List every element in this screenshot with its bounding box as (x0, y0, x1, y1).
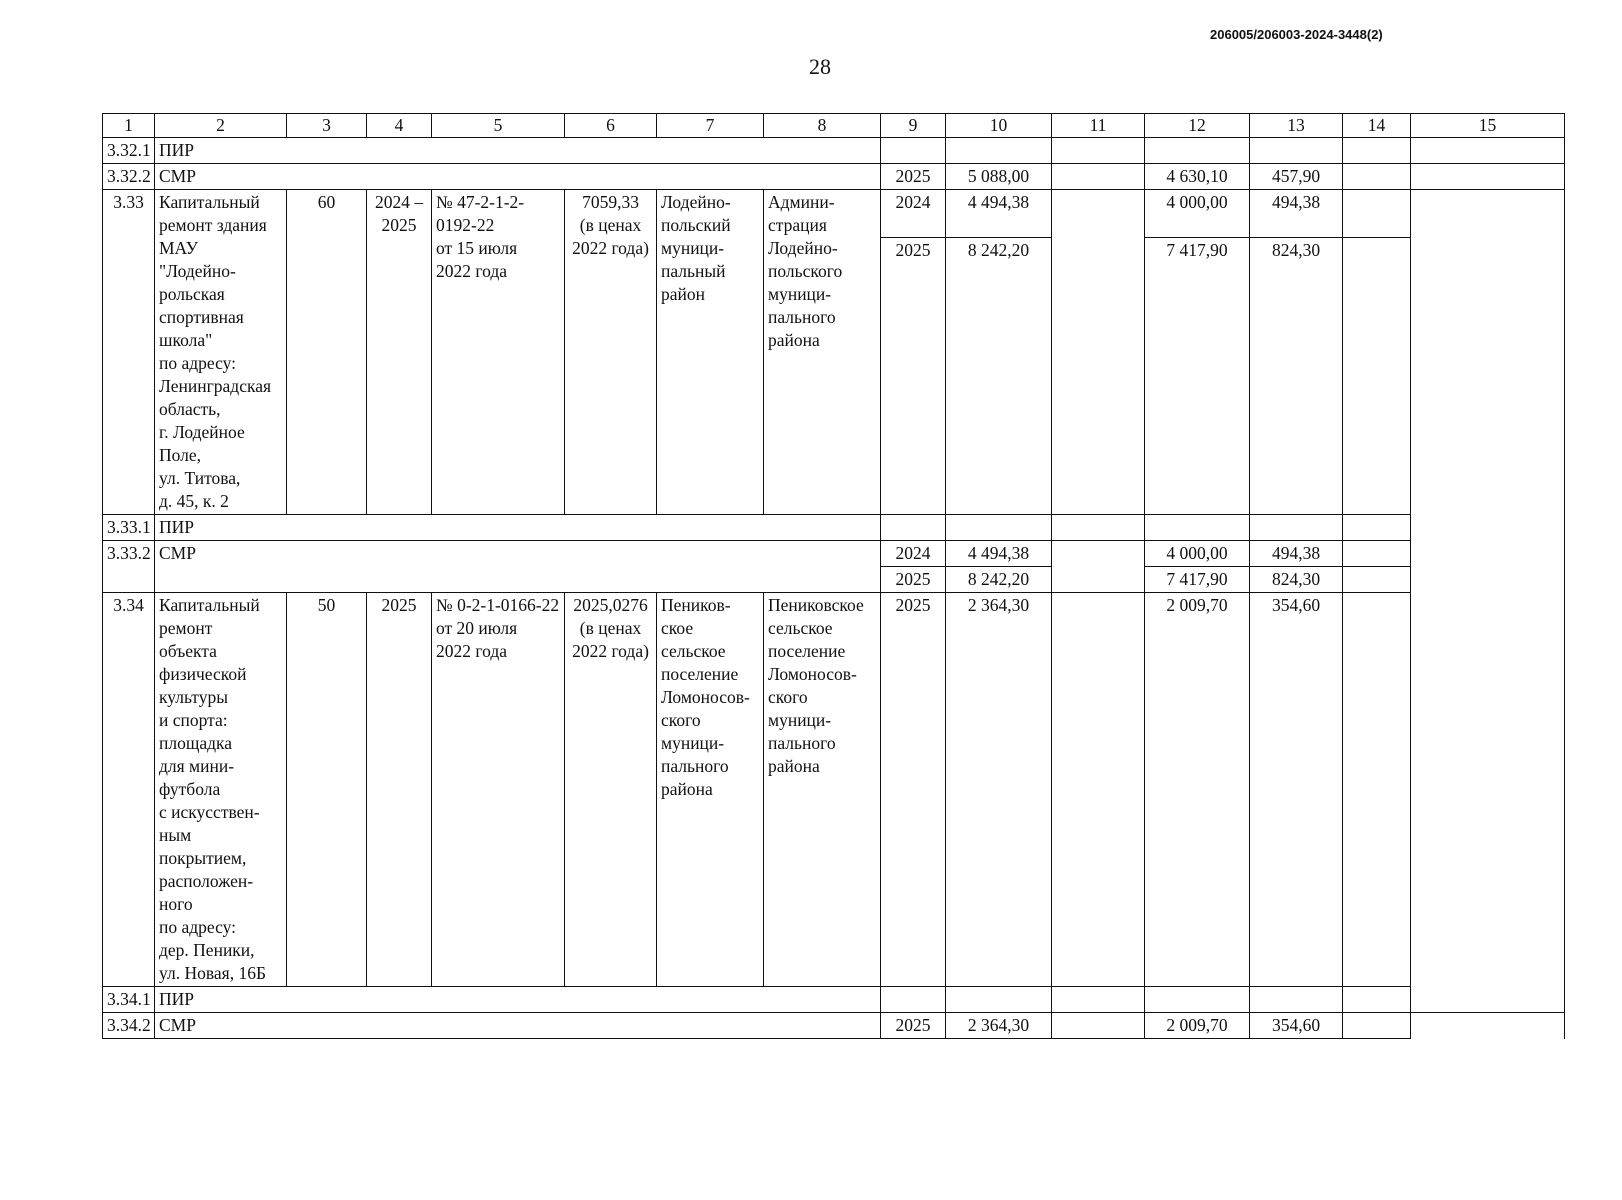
total-cell: 2 364,30 (946, 1013, 1052, 1039)
table-row (103, 541, 1565, 567)
local-budget-cell: 354,60 (1250, 1013, 1343, 1039)
year-cell: 2025 (881, 164, 946, 190)
regional-budget-cell: 7 417,90 (1145, 567, 1250, 593)
col-header-8: 8 (764, 114, 881, 138)
local-budget-cell: 457,90 (1250, 164, 1343, 190)
year-cell: 2024 (881, 541, 946, 567)
row-label: ПИР (155, 987, 881, 1013)
year-cell: 2024 (881, 190, 946, 238)
col-header-13: 13 (1250, 114, 1343, 138)
row-code: 3.34.2 (103, 1013, 155, 1039)
period-cell: 2024 – 2025 (367, 190, 432, 515)
capacity-cell: 50 (287, 593, 367, 987)
col-header-2: 2 (155, 114, 287, 138)
col-header-15: 15 (1411, 114, 1565, 138)
customer-cell: Пениковское сельское поселение Ломоносов- ского муници- пального района (764, 593, 881, 987)
total-cell: 5 088,00 (946, 164, 1052, 190)
col-header-7: 7 (657, 114, 764, 138)
row-label: ПИР (155, 515, 881, 541)
col-header-12: 12 (1145, 114, 1250, 138)
row-code: 3.32.2 (103, 164, 155, 190)
year-cell: 2025 (881, 1013, 946, 1039)
total-cell: 8 242,20 (946, 567, 1052, 593)
table-row (103, 515, 1565, 541)
table-row (103, 593, 1565, 987)
capacity-cell: 60 (287, 190, 367, 515)
expertise-cell: № 0-2-1-0166-22 от 20 июля 2022 года (432, 593, 565, 987)
row-code: 3.34 (103, 593, 155, 987)
row-label: СМР (155, 164, 881, 190)
estimate-cell: 7059,33 (в ценах 2022 года) (565, 190, 657, 515)
row-label: СМР (155, 541, 881, 593)
customer-cell: Админи- страция Лодейно- польского муници- пального района (764, 190, 881, 515)
col-header-9: 9 (881, 114, 946, 138)
object-name: Капитальный ремонт здания МАУ "Лодейно- pольская спортивная школа" по адресу: Ленинградская область, г. Лодейное Поле, ул. Титова, д. 45, к. 2 (155, 190, 287, 515)
total-cell: 8 242,20 (946, 238, 1052, 515)
row-label: СМР (155, 1013, 881, 1039)
regional-budget-cell: 4 000,00 (1145, 190, 1250, 238)
local-budget-cell: 494,38 (1250, 190, 1343, 238)
estimate-cell: 2025,0276 (в ценах 2022 года) (565, 593, 657, 987)
regional-budget-cell: 7 417,90 (1145, 238, 1250, 515)
total-cell: 2 364,30 (946, 593, 1052, 987)
regional-budget-cell: 4 000,00 (1145, 541, 1250, 567)
year-cell: 2025 (881, 567, 946, 593)
col-header-4: 4 (367, 114, 432, 138)
col-header-1: 1 (103, 114, 155, 138)
expertise-cell: № 47-2-1-2- 0192-22 от 15 июля 2022 года (432, 190, 565, 515)
col-header-5: 5 (432, 114, 565, 138)
col-header-10: 10 (946, 114, 1052, 138)
local-budget-cell: 494,38 (1250, 541, 1343, 567)
local-budget-cell: 824,30 (1250, 567, 1343, 593)
municipality-cell: Пеников- ское сельское поселение Ломоносов- ского муници- пального района (657, 593, 764, 987)
total-cell: 4 494,38 (946, 541, 1052, 567)
col-header-11: 11 (1052, 114, 1145, 138)
col-header-14: 14 (1343, 114, 1411, 138)
regional-budget-cell: 4 630,10 (1145, 164, 1250, 190)
municipality-cell: Лодейно- польский муници- пальный район (657, 190, 764, 515)
regional-budget-cell: 2 009,70 (1145, 1013, 1250, 1039)
table-row (103, 190, 1565, 238)
total-cell: 4 494,38 (946, 190, 1052, 238)
row-code: 3.33.1 (103, 515, 155, 541)
row-code: 3.32.1 (103, 138, 155, 164)
local-budget-cell: 824,30 (1250, 238, 1343, 515)
period-cell: 2025 (367, 593, 432, 987)
table-row (103, 138, 1565, 164)
budget-table (102, 113, 1565, 1039)
row-label: ПИР (155, 138, 881, 164)
column-header-row (103, 114, 1565, 138)
row-code: 3.33.2 (103, 541, 155, 593)
table-row (103, 164, 1565, 190)
table-row (103, 987, 1565, 1013)
object-name: Капитальный ремонт объекта физической культуры и спорта: площадка для мини- футбола с искусствен- ным покрытием, расположен- ного по адресу: дер. Пеники, ул. Новая, 16Б (155, 593, 287, 987)
year-cell: 2025 (881, 593, 946, 987)
document-id: 206005/206003-2024-3448(2) (1210, 27, 1383, 42)
col-header-3: 3 (287, 114, 367, 138)
table-row (103, 1013, 1565, 1039)
col-header-6: 6 (565, 114, 657, 138)
regional-budget-cell: 2 009,70 (1145, 593, 1250, 987)
page-number: 28 (809, 54, 831, 79)
row-code: 3.34.1 (103, 987, 155, 1013)
local-budget-cell: 354,60 (1250, 593, 1343, 987)
row-code: 3.33 (103, 190, 155, 515)
year-cell: 2025 (881, 238, 946, 515)
